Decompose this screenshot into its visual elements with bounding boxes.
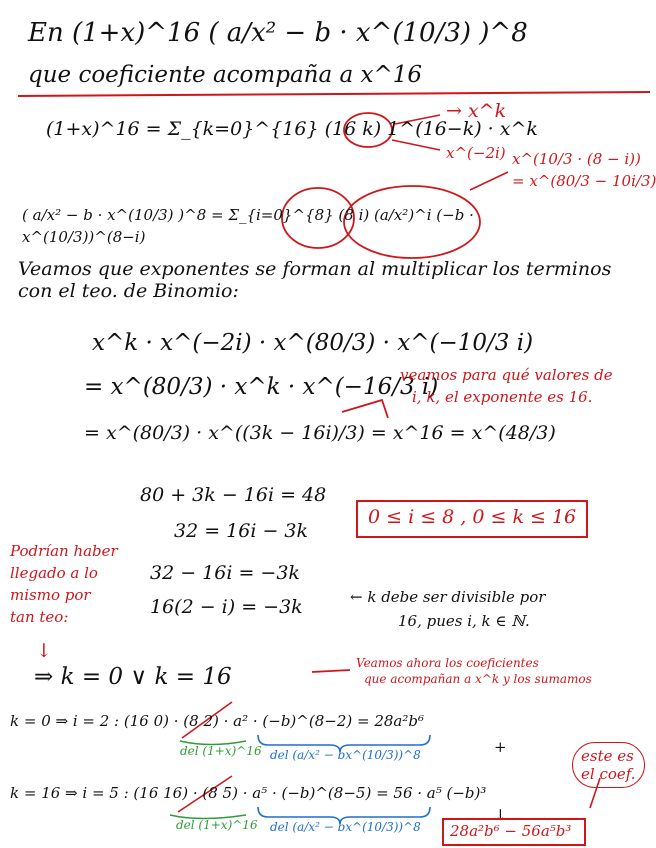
annotation-line-2: i, k, el exponente es 16. (412, 388, 593, 406)
expansion-first: (1+x)^16 = Σ_{k=0}^{16} (16 k) 1^(16−k) · x^k (46, 118, 538, 140)
case-2-blue-label: del (a/x² − bx^(10/3))^8 (270, 820, 421, 834)
final-note-line-2: el coef. (581, 765, 636, 783)
result-note-2: que acompañan a x^k y los sumamos (364, 672, 592, 686)
final-answer-box (442, 818, 586, 846)
constraint-box (356, 500, 588, 538)
question-text: que coeficiente acompaña a x^16 (28, 62, 423, 88)
down-arrow: ↓ (494, 806, 507, 824)
case-2: k = 16 ⇒ i = 5 : (16 16) · (8 5) · a⁵ · (−b)^(8−5) = 56 · a⁵ (−b)³ (10, 784, 487, 802)
result-line: ⇒ k = 0 ∨ k = 16 (34, 664, 232, 690)
expansion-first-note: → x^k (446, 100, 507, 122)
final-note-line-1: este es (581, 747, 634, 765)
step-line-2: = x^(80/3) · x^k · x^(−16/3 i) (84, 374, 439, 400)
result-note-1: Veamos ahora los coeficientes (356, 656, 539, 670)
expansion-second: ( a/x² − b · x^(10/3) )^8 = Σ_{i=0}^{8} (8 i) (a/x²)^i (−b · x^(10/3))^(8−i) (22, 206, 474, 246)
step-line-1: x^k · x^(−2i) · x^(80/3) · x^(−10/3 i) (92, 330, 534, 356)
expansion-second-note-2: = x^(80/3 − 10i/3) (512, 172, 656, 190)
final-note (572, 742, 645, 788)
constraint-text: 0 ≤ i ≤ 8 , 0 ≤ k ≤ 16 (368, 506, 577, 528)
annotation-line-1: veamos para qué valores de (400, 366, 613, 384)
equation-3: 32 − 16i = −3k (150, 562, 300, 584)
final-answer: 28a²b⁶ − 56a⁵b³ (450, 822, 572, 840)
divisible-line-2: 16, pues i, k ∈ ℕ. (398, 612, 530, 630)
side-note-arrow: ↓ (36, 640, 52, 662)
side-note-line-1: Podrían haber (10, 542, 118, 560)
case-2-green-label: del (1+x)^16 (176, 818, 258, 832)
equation-2: 32 = 16i − 3k (174, 520, 309, 542)
plus-sign: + (494, 738, 507, 756)
expansion-second-note-xi: x^(−2i) (446, 144, 506, 162)
side-note-line-3: mismo por (10, 586, 91, 604)
expansion-second-note-1: x^(10/3 · (8 − i)) (512, 150, 641, 168)
equation-1: 80 + 3k − 16i = 48 (140, 484, 327, 506)
side-note-line-2: llegado a lo (10, 564, 98, 582)
case-1-green-label: del (1+x)^16 (180, 744, 262, 758)
case-1-blue-label: del (a/x² − bx^(10/3))^8 (270, 748, 421, 762)
divisible-line-1: ← k debe ser divisible por (350, 588, 546, 606)
side-note (10, 540, 118, 628)
case-1: k = 0 ⇒ i = 2 : (16 0) · (8 2) · a² · (−b)^(8−2) = 28a²b⁶ (10, 712, 424, 730)
side-note-line-4: tan teo: (10, 608, 69, 626)
problem-statement: En (1+x)^16 ( a/x² − b · x^(10/3) )^8 (28, 18, 528, 48)
intro-text: Veamos que exponentes se forman al multiplicar los terminos con el teo. de Binomio: (18, 258, 612, 302)
equation-4: 16(2 − i) = −3k (150, 596, 303, 618)
step-line-3: = x^(80/3) · x^((3k − 16i)/3) = x^16 = x^(48/3) (84, 422, 556, 444)
